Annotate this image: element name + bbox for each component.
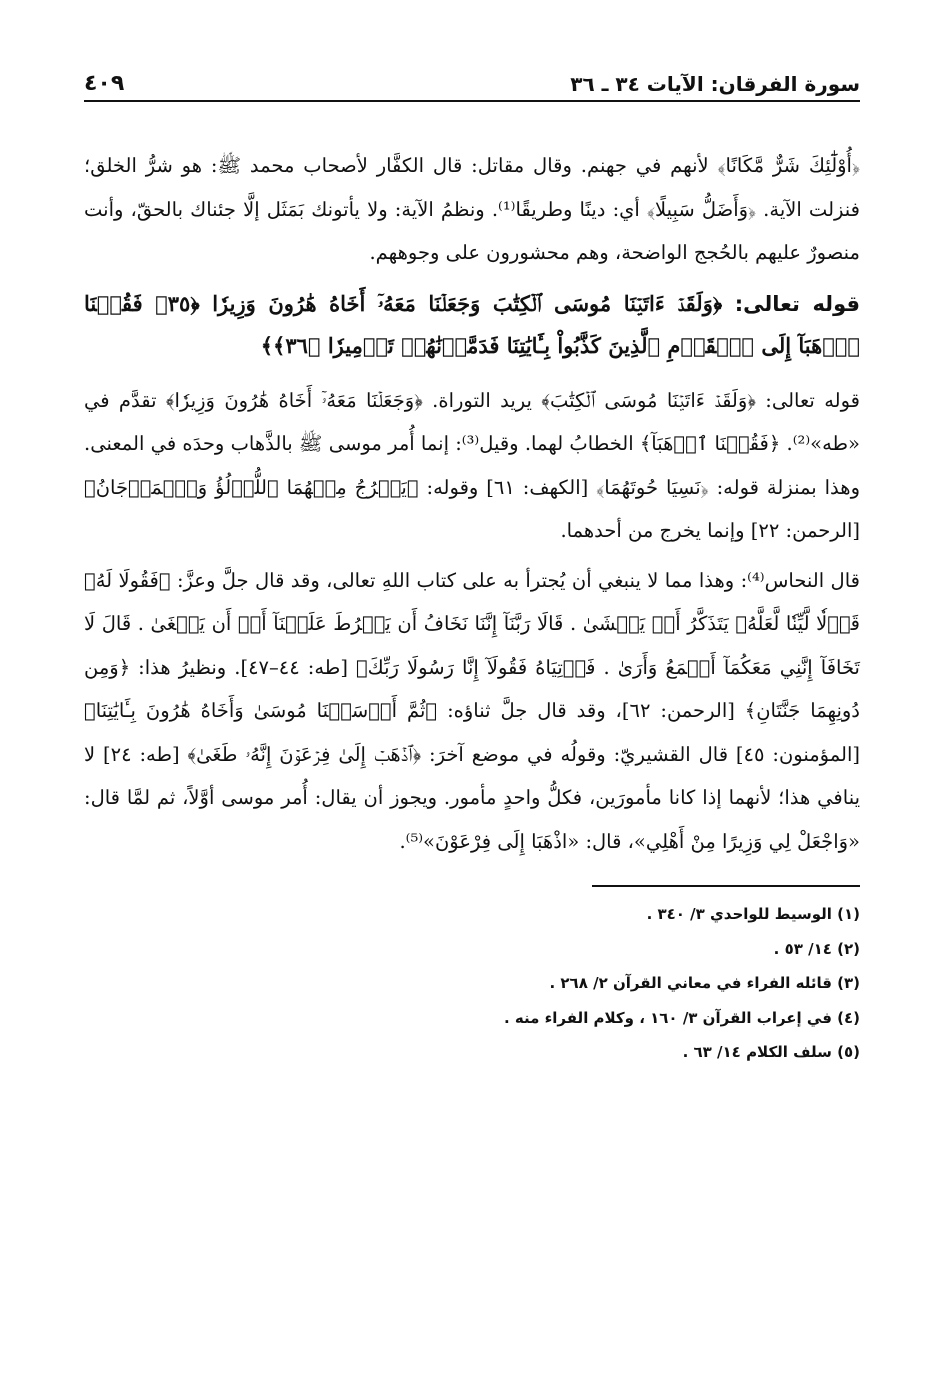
quran-verse-block bbox=[84, 283, 860, 367]
body-text bbox=[84, 144, 860, 863]
header-title: سورة الفرقان: الآيات ٣٤ ـ ٣٦ bbox=[570, 72, 860, 96]
footnotes bbox=[84, 897, 860, 1070]
page-number: ٤٠٩ bbox=[84, 71, 125, 96]
paragraph-3: قال النحاس⁽⁴⁾: وهذا مما لا ينبغي أن يُجترأ به على كتاب اللهِ تعالى، وقد قال جلَّ وعزَّ: ﴿فَقُولَا لَهُۥ قَوۡلٗا لَّيِّنٗا لَّعَلَّهُۥ يَتَذَكَّرُ أَوۡ يَخۡشَىٰ . قَالَا رَبَّنَآ إِنَّنَا نَخَافُ أَن يَفۡرُطَ عَلَيۡنَآ أَوۡ أَن يَطۡغَىٰ . قَالَ لَا تَخَافَآ إِنَّنِي مَعَكُمَآ أَسۡمَعُ وَأَرَىٰ . فَأۡتِيَاهُ فَقُولَآ إِنَّا رَسُولَا رَبِّكَ﴾ [طه: ٤٤–٤٧]. ونظيرُ هذا: ﴿وَمِن دُونِهِمَا جَنَّتَانِ﴾ [الرحمن: ٦٢]، وقد قال جلَّ ثناؤه: ﴿ثُمَّ أَرۡسَلۡنَا مُوسَىٰ وَأَخَاهُ هَٰرُونَ بِـَٔايَٰتِنَا﴾ [المؤمنون: ٤٥] قال القشيريّ: وقولُه في موضع آخرَ: ﴿ٱذۡهَبۡ إِلَىٰ فِرۡعَوۡنَ إِنَّهُۥ طَغَىٰ﴾ [طه: ٢٤] لا ينافي هذا؛ لأنهما إذا كانا مأمورَين، فكلُّ واحدٍ مأمور. ويجوز أن يقال: أُمر موسى أوَّلاً، ثم لمَّا قال: «وَاجْعَلْ لِي وَزِيرًا مِنْ أَهْلِي»، قال: «اذْهَبَا إِلَى فِرْعَوْنَ»⁽⁵⁾. bbox=[84, 568, 860, 853]
footnote-2: (٢) ١٤/ ٥٣ . bbox=[773, 939, 860, 958]
running-header bbox=[84, 58, 860, 102]
verse-text: ﴿وَلَقَدۡ ءَاتَيۡنَا مُوسَى ٱلۡكِتَٰبَ وَجَعَلۡنَا مَعَهُۥٓ أَخَاهُ هَٰرُونَ وَزِيرٗا ﴿٣٥﴾ فَقُلۡنَا ٱذۡهَبَآ إِلَى ٱلۡقَوۡمِ ٱلَّذِينَ كَذَّبُواْ بِـَٔايَٰتِنَا فَدَمَّرۡنَٰهُمۡ تَدۡمِيرٗا ﴿٣٦﴾﴾ bbox=[84, 290, 860, 358]
footnote-divider bbox=[592, 885, 860, 887]
document-page bbox=[84, 58, 860, 1070]
footnote-1: (١) الوسيط للواحدي ٣/ ٣٤٠ . bbox=[646, 905, 860, 923]
verse-lead: قوله تعالى: bbox=[734, 291, 860, 316]
paragraph-1: ﴿أُوْلَٰٓئِكَ شَرٌّ مَّكَانًا﴾ لأنهم في جهنم. وقال مقاتل: قال الكفَّار لأصحاب محمد ﷺ: هو شرُّ الخلق؛ فنزلت الآية. ﴿وَأَضَلُّ سَبِيلًا﴾ أي: دينًا وطريقًا⁽¹⁾. ونظمُ الآية: ولا يأتونك بَمَثَل إلَّا جئناك بالحقّ، وأنت منصورٌ عليهم بالحُجج الواضحة، وهم محشورون على وجوههم. bbox=[84, 154, 860, 264]
footnote-3: (٣) قائله الفراء في معاني القرآن ٢/ ٢٦٨ . bbox=[549, 974, 860, 992]
footnote-5: (٥) سلف الكلام ١٤/ ٦٣ . bbox=[682, 1043, 860, 1061]
paragraph-2: قوله تعالى: ﴿وَلَقَدۡ ءَاتَيۡنَا مُوسَى ٱلۡكِتَٰبَ﴾ يريد التوراة. ﴿وَجَعَلۡنَا مَعَهُۥٓ أَخَاهُ هَٰرُونَ وَزِيرٗا﴾ تقدَّم في «طه»⁽²⁾. ﴿فَقُلۡنَا ٱذۡهَبَآ﴾ الخطابُ لهما. وقيل⁽³⁾: إنما أُمر موسى ﷺ بالذَّهاب وحدَه في المعنى. وهذا بمنزلة قوله: ﴿نَسِيَا حُوتَهُمَا﴾ [الكهف: ٦١] وقوله: ﴿يَخۡرُجُ مِنۡهُمَا ٱللُّؤۡلُؤُ وَٱلۡمَرۡجَانُ﴾ [الرحمن: ٢٢] وإنما يخرج من أحدهما. bbox=[84, 388, 860, 542]
footnote-4: (٤) في إعراب القرآن ٣/ ١٦٠ ، وكلام الفراء منه . bbox=[503, 1008, 860, 1027]
